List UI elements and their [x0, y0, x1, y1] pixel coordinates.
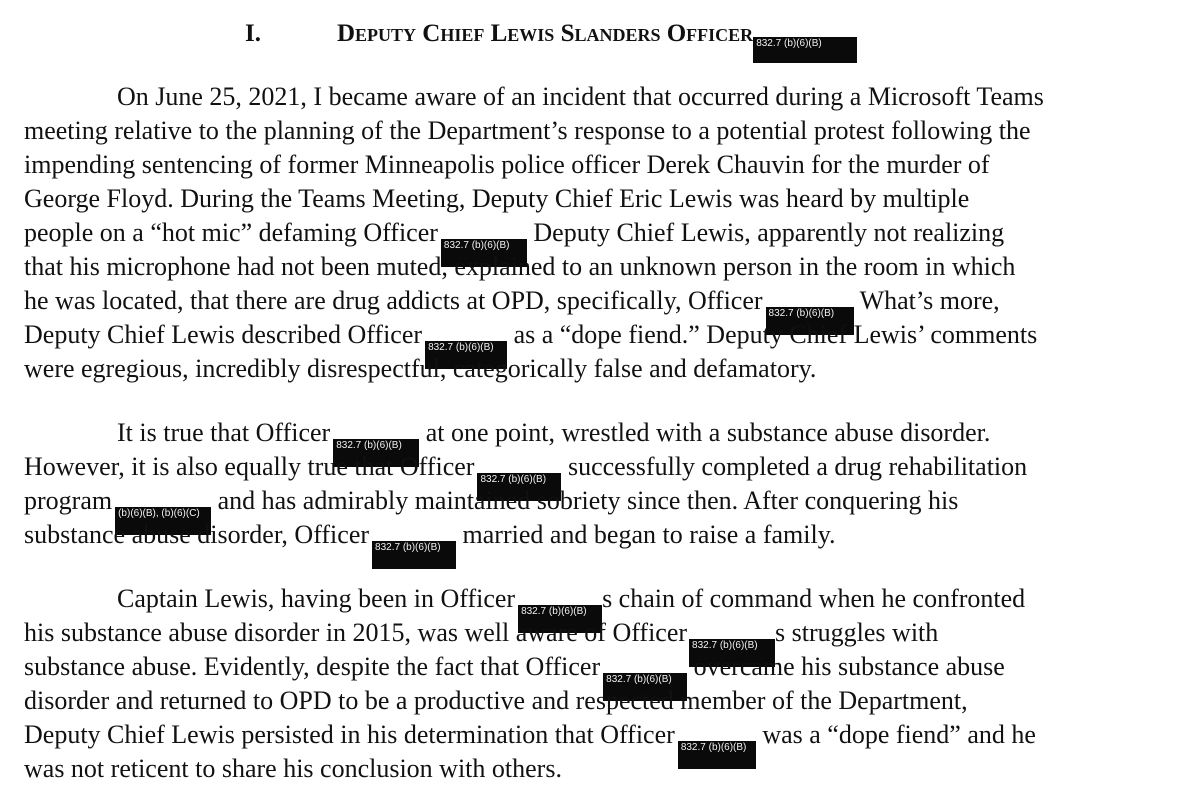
text-run: his substance abuse disorder in 2015, was well aware of Officer: [24, 618, 688, 647]
redaction-label: 832.7 (b)(6)(B): [680, 742, 747, 753]
text-run: married and began to raise a family.: [456, 520, 836, 549]
p1-line-4: George Floyd. During the Teams Meeting, Deputy Chief Eric Lewis was heard by multiple: [24, 184, 970, 213]
text-run: Deputy Chief Lewis persisted in his determination that Officer: [24, 720, 675, 749]
redaction-block: [678, 741, 756, 769]
section-title-text: Deputy Chief Lewis Slanders Officer: [337, 20, 754, 47]
text-run: was a “dope fiend” and he: [755, 720, 1036, 749]
text-run: program: [24, 486, 113, 515]
p3-line-4: disorder and returned to OPD to be a productive and respected member of the Department,: [24, 686, 968, 715]
redaction-block: [753, 37, 857, 63]
p1-line-9: were egregious, incredibly disrespectful, categorically false and defamatory.: [24, 354, 817, 383]
text-run: Deputy Chief Lewis described Officer: [24, 320, 423, 349]
text-run: as a “dope fiend.” Deputy Chief Lewis’ comments: [507, 320, 1038, 349]
p1-line-6: that his microphone had not been muted, explained to an unknown person in the room in which: [24, 252, 1016, 281]
text-run: overcame his substance abuse: [687, 652, 1005, 681]
redaction-label: 832.7 (b)(6)(B): [606, 674, 672, 685]
redaction-block: [372, 541, 456, 569]
p1-line-1: On June 25, 2021, I became aware of an incident that occurred during a Microsoft Teams: [117, 82, 1044, 111]
redaction-label: 832.7 (b)(6)(B): [375, 542, 441, 553]
section-number: I.: [245, 20, 261, 47]
redaction-label: 832.7 (b)(6)(B): [521, 606, 587, 617]
text-run: What’s more,: [853, 286, 1000, 315]
redaction-label: 832.7 (b)(6)(B): [336, 440, 402, 451]
text-run: s chain of command when he confronted: [602, 584, 1026, 613]
text-run: and has admirably maintained sobriety since then. After conquering his: [211, 486, 959, 515]
section-title: [337, 18, 857, 63]
text-run: Deputy Chief Lewis, apparently not realizing: [526, 218, 1005, 247]
text-run: s struggles with: [775, 618, 939, 647]
text-run: However, it is also equally true that Officer: [24, 452, 475, 481]
text-run: successfully completed a drug rehabilitation: [561, 452, 1028, 481]
redaction-label: 832.7 (b)(6)(B): [768, 308, 835, 319]
p1-line-2: meeting relative to the planning of the Department’s response to a potential protest following the: [24, 116, 1031, 145]
p3-line-6: was not reticent to share his conclusion with others.: [24, 754, 562, 783]
p2-line-4: [24, 519, 836, 569]
redaction-label: 832.7 (b)(6)(B): [756, 38, 822, 49]
text-run: at one point, wrestled with a substance abuse disorder.: [419, 418, 991, 447]
text-run: substance abuse disorder, Officer: [24, 520, 370, 549]
redaction-label: 832.7 (b)(6)(B): [428, 342, 494, 353]
text-run: It is true that Officer: [117, 418, 331, 447]
redaction-label: 832.7 (b)(6)(B): [480, 474, 547, 485]
text-run: substance abuse. Evidently, despite the fact that Officer: [24, 652, 601, 681]
p1-line-3: impending sentencing of former Minneapolis police officer Derek Chauvin for the murder of: [24, 150, 990, 179]
redaction-label: 832.7 (b)(6)(B): [692, 640, 758, 651]
text-run: he was located, that there are drug addicts at OPD, specifically, Officer: [24, 286, 763, 315]
redaction-label: 832.7 (b)(6)(B): [443, 240, 510, 251]
redaction-label: (b)(6)(B), (b)(6)(C): [118, 508, 200, 519]
text-run: Captain Lewis, having been in Officer: [117, 584, 516, 613]
text-run: people on a “hot mic” defaming Officer: [24, 218, 438, 247]
